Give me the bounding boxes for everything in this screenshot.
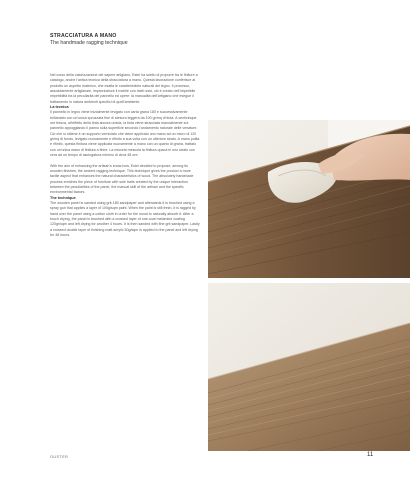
body-text-column — [50, 73, 200, 238]
wood-grain-photo-illustration — [208, 283, 410, 451]
page-number: 11 — [367, 452, 374, 458]
ragging-photo-illustration — [208, 120, 410, 278]
paragraph-english-intro: With the aim of enhancing the artisan's know-how, Estel decided to propose, among its wooden finishes, the ancient ragging technique. This technique gives the product a more tactile aspect that enhances the natural characteristics of wood. The absolutely handmade process enriches the piece of furniture with sole traits created by the unique interaction between the peculiarities of the panel, the manual skill of the artisan and the specific environmental factors. — [50, 163, 194, 195]
ragging-photo — [208, 120, 410, 278]
footer-brand: OUSTER — [50, 455, 69, 459]
paragraph-italian-technique: Il pannello in legno viene inizialmente levigato con carta grana 180 e successivamente brillantato con un'unica spruzzata fine di stesura leggera da 100 gr/mq di tinta. A venticinque ore fresca, all'effetto della tinta ancora umida, la tinta viene stracciata manualmente sul pannello appoggiando il panno sulla superficie secondo l'andamento naturale delle venature. Ciò che si ottiene è un supporto verniciato che viene applicato uno mano ad un micro di 120 gr/mq di fondo, levigato nuovamente e rifinito a sua volta con un ulteriore strato. A mano pulita e rifinito, questa finitura viene applicata nuovamente a mano con un quarto di grana, trattato con un'unica mano di finitura a finire. La miscela mescola la finitura opaca in uno strato con cera ad un tempo di asciugatura minimo di circa 48 ore. — [50, 110, 200, 158]
section-subtitle: The handmade ragging technique — [50, 40, 128, 46]
paragraph-english-technique: The wooden panel is sanded using grit-180 sandpaper and afterwards it is brushed using a spray gun that applies a layer of 100g/sqm paint. When the paint is still fresh, it is ragged by hand over the panel using a cotton cloth in order for the wood to naturally absorb it. After a touch drying, the panel is brushed with a crossed layer of one-coat melamine coating 120gr/sqm and left drying for another 4 hours. It is then sanded with fine grit sandpaper. Lastly a crossed double layer of finishing matt acrylic 50g/sqm is applied to the panel and left drying for 48 hours. — [50, 200, 200, 237]
wood-grain-photo — [208, 283, 410, 451]
paragraph-italian-intro: Nel corso della valorizzazione del sapere artigiano, Estel ha scelto di proporre tra le finiture a catalogo, anche l'antica tecnica della stracciatura a mano. Questa lavorazione conferisce al prodotto un aspetto materico, che esalta le caratteristiche naturali del legno. Il processo, assolutamente artigianale, impreziosisce il mobile con tratti unici, ciò è creato nell'irripetibile irripetibilità tra la peculiarità del pannello ed opere: la manualità dell'artigiano che esegue il trattamento in natura ambienti specifici di quell'ambiente. — [50, 73, 198, 104]
heading-the-technique: The technique — [50, 195, 76, 200]
section-title: STRACCIATURA A MANO — [50, 33, 117, 39]
page-header — [50, 33, 128, 47]
heading-la-tecnica: La tecnica — [50, 105, 69, 110]
